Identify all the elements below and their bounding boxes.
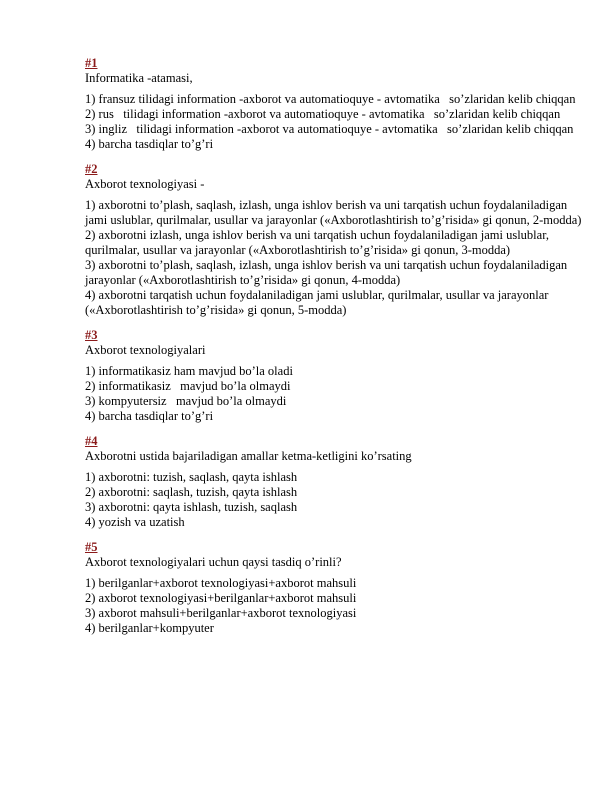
question-number: #1 xyxy=(85,56,98,70)
answer-option: 3) kompyutersiz mavjud bo’la olmaydi xyxy=(85,394,287,408)
answer-option: 2) axborotni: saqlash, tuzish, qayta ishlash xyxy=(85,485,298,499)
answer-option: 4) axborotni tarqatish uchun foydalaniladigan jami uslublar, qurilmalar, usullar va jarayonlar («Axborotlashtirish to’g’risida» gi qonun, 5-modda) xyxy=(85,288,552,317)
answer-option: 3) axborot mahsuli+berilganlar+axborot texnologiyasi xyxy=(85,606,357,620)
question-5 xyxy=(85,540,585,636)
answer-option: 4) barcha tasdiqlar to’g’ri xyxy=(85,137,214,151)
answer-option: 2) rus tilidagi information -axborot va automatioquye - avtomatika so’zlaridan kelib chiqqan xyxy=(85,107,561,121)
question-text: Axborot texnologiyalari xyxy=(85,343,206,357)
answer-option: 3) axborotni to’plash, saqlash, izlash, unga ishlov berish va uni tarqatish uchun foydalaniladigan jarayonlar («Axborotlashtirish to’g’risida» gi qonun, 4-modda) xyxy=(85,258,571,287)
question-text: Axborot texnologiyalari uchun qaysi tasdiq o’rinli? xyxy=(85,555,342,569)
answer-option: 2) informatikasiz mavjud bo’la olmaydi xyxy=(85,379,291,393)
answer-option: 3) axborotni: qayta ishlash, tuzish, saqlash xyxy=(85,500,298,514)
question-number: #2 xyxy=(85,162,98,176)
question-text: Axborot texnologiyasi - xyxy=(85,177,205,191)
question-number: #4 xyxy=(85,434,98,448)
document-page xyxy=(85,56,585,646)
answer-option: 3) ingliz tilidagi information -axborot va automatioquye - avtomatika so’zlaridan kelib chiqqan xyxy=(85,122,574,136)
question-number: #3 xyxy=(85,328,98,342)
question-4 xyxy=(85,434,585,530)
answer-option: 2) axborotni izlash, unga ishlov berish va uni tarqatish uchun foydalaniladigan jami uslublar, qurilmalar, usullar va jarayonlar («Axborotlashtirish to’g’risida» gi qonun, 3-modda) xyxy=(85,228,553,257)
answer-option: 1) axborotni to’plash, saqlash, izlash, unga ishlov berish va uni tarqatish uchun foydalaniladigan jami uslublar, qurilmalar, usullar va jarayonlar («Axborotlashtirish to’g’risida» gi qonun, 2-modda) xyxy=(85,198,582,227)
answer-option: 4) berilganlar+kompyuter xyxy=(85,621,214,635)
question-1 xyxy=(85,56,585,152)
answer-option: 1) informatikasiz ham mavjud bo’la oladi xyxy=(85,364,293,378)
question-2 xyxy=(85,162,585,318)
question-text: Axborotni ustida bajariladigan amallar ketma-ketligini ko’rsating xyxy=(85,449,412,463)
question-3 xyxy=(85,328,585,424)
answer-option: 1) berilganlar+axborot texnologiyasi+axborot mahsuli xyxy=(85,576,357,590)
answer-option: 1) fransuz tilidagi information -axborot va automatioquye - avtomatika so’zlaridan kelib chiqqan xyxy=(85,92,576,106)
answer-option: 4) yozish va uzatish xyxy=(85,515,185,529)
answer-option: 1) axborotni: tuzish, saqlash, qayta ishlash xyxy=(85,470,298,484)
question-text: Informatika -atamasi, xyxy=(85,71,193,85)
question-number: #5 xyxy=(85,540,98,554)
answer-option: 4) barcha tasdiqlar to’g’ri xyxy=(85,409,214,423)
answer-option: 2) axborot texnologiyasi+berilganlar+axborot mahsuli xyxy=(85,591,357,605)
